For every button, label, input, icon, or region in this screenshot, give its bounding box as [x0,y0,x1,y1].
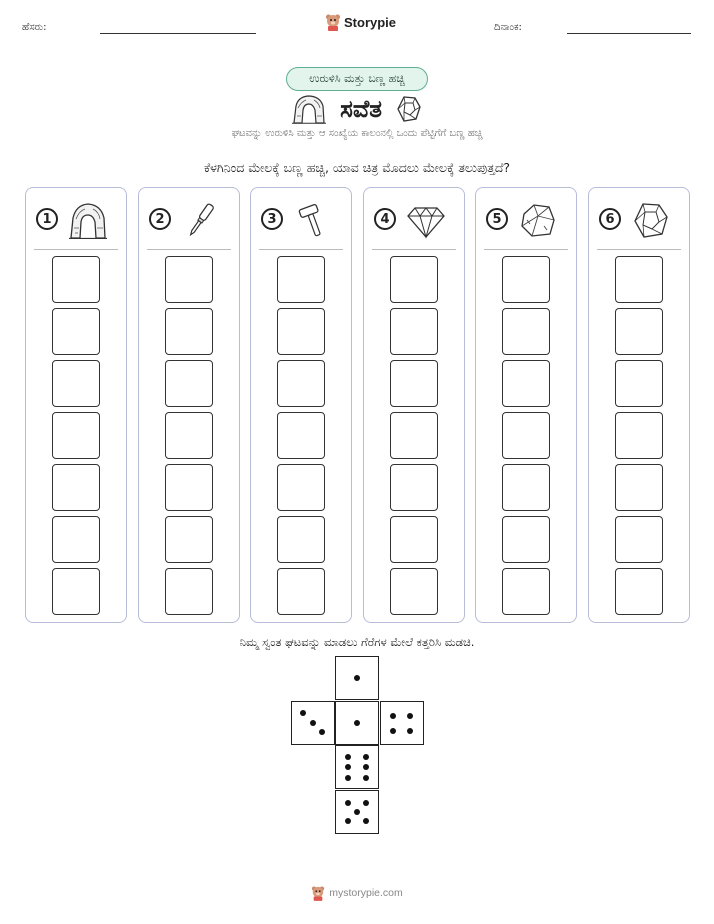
die-face [291,701,335,745]
color-box[interactable] [277,516,325,563]
subtitle: ಘಟವನ್ನು ಉರುಳಿಸಿ ಮತ್ತು ಆ ಸಂಖ್ಯೆಯ ಕಾಲಂನಲ್ಲಿ ಒಂದು ಪೆಟ್ಟಿಗೆಗೆ ಬಣ್ಣ ಹಚ್ಚಿ [231,128,483,139]
column-header [476,188,576,250]
column-header [251,188,351,250]
color-box[interactable] [52,308,100,355]
bear-mascot-icon [311,885,325,901]
color-box[interactable] [615,308,663,355]
footer [0,885,714,901]
column-number: 4 [374,208,396,230]
die-face [335,745,379,789]
color-box[interactable] [52,360,100,407]
hammer-icon [293,200,333,240]
color-box[interactable] [502,516,550,563]
date-line[interactable] [567,33,691,34]
die-face [335,701,379,745]
color-box[interactable] [390,360,438,407]
color-box[interactable] [165,568,213,615]
color-box[interactable] [390,568,438,615]
column-4 [363,187,465,623]
column-divider [372,249,456,250]
name-label: ಹೆಸರು: [22,22,47,33]
pip [390,728,396,734]
color-box[interactable] [277,308,325,355]
pip [363,754,369,760]
crystal-icon [396,95,422,123]
brand-name: Storypie [344,14,397,30]
rock-icon [518,200,558,240]
footer-url[interactable]: mystorypie.com [329,887,403,899]
pip [300,710,306,716]
color-box[interactable] [277,464,325,511]
pip [345,754,351,760]
color-box[interactable] [615,516,663,563]
color-box[interactable] [390,256,438,303]
die-face [335,656,379,700]
pip [345,764,351,770]
pip [354,675,360,681]
color-box[interactable] [502,360,550,407]
color-box[interactable] [165,360,213,407]
crystal-icon [631,200,671,240]
color-box[interactable] [502,412,550,459]
pip [354,720,360,726]
pip [363,800,369,806]
pip [345,800,351,806]
color-box[interactable] [502,308,550,355]
pip [354,809,360,815]
pip [363,818,369,824]
category-pill: ಉರುಳಿಸಿ ಮತ್ತು ಬಣ್ಣ ಹಚ್ಚಿ [286,67,428,91]
color-box[interactable] [502,256,550,303]
column-1 [25,187,127,623]
die-face [380,701,424,745]
pip [407,728,413,734]
color-box[interactable] [502,464,550,511]
color-box[interactable] [52,516,100,563]
column-number: 1 [36,208,58,230]
color-box[interactable] [615,568,663,615]
color-box[interactable] [277,256,325,303]
color-box[interactable] [390,516,438,563]
column-divider [147,249,231,250]
color-box[interactable] [165,516,213,563]
chisel-icon [181,200,221,240]
brand-logo [325,13,396,31]
pip [319,729,325,735]
bear-mascot-icon [325,13,341,31]
color-box[interactable] [52,256,100,303]
color-box[interactable] [52,464,100,511]
column-divider [34,249,118,250]
question: ಕೆಳಗಿನಿಂದ ಮೇಲಕ್ಕೆ ಬಣ್ಣ ಹಚ್ಚಿ, ಯಾವ ಚಿತ್ರ ಮೊದಲು ಮೇಲಕ್ಕೆ ತಲುಪುತ್ತದೆ? [203,160,511,175]
die-instruction: ನಿಮ್ಮ ಸ್ವಂತ ಘಟವನ್ನು ಮಾಡಲು ಗೆರೆಗಳ ಮೇಲೆ ಕತ್ತರಿಸಿ ಮಡಚಿ. [239,635,475,649]
color-box[interactable] [165,308,213,355]
column-number: 5 [486,208,508,230]
color-box[interactable] [52,412,100,459]
date-label: ದಿನಾಂಕ: [494,22,522,33]
die-face [335,790,379,834]
color-box[interactable] [390,308,438,355]
color-box[interactable] [165,412,213,459]
column-divider [484,249,568,250]
column-3 [250,187,352,623]
page-title: ಸವೆತ [340,95,382,123]
color-box[interactable] [390,412,438,459]
diamond-icon [406,200,446,240]
arch-rock-icon [68,200,108,240]
column-header [139,188,239,250]
pip [363,775,369,781]
color-box[interactable] [615,360,663,407]
pip [345,775,351,781]
color-box[interactable] [52,568,100,615]
color-box[interactable] [502,568,550,615]
color-box[interactable] [165,464,213,511]
color-box[interactable] [277,568,325,615]
pip [345,818,351,824]
pip [407,713,413,719]
column-header [589,188,689,250]
column-2 [138,187,240,623]
column-6 [588,187,690,623]
column-divider [597,249,681,250]
color-box[interactable] [165,256,213,303]
column-number: 2 [149,208,171,230]
arch-rock-icon [292,94,326,124]
column-number: 3 [261,208,283,230]
pip [363,764,369,770]
color-box[interactable] [615,464,663,511]
column-number: 6 [599,208,621,230]
column-header [364,188,464,250]
name-line[interactable] [100,33,256,34]
pip [310,720,316,726]
color-box[interactable] [615,412,663,459]
color-box[interactable] [615,256,663,303]
pip [390,713,396,719]
color-box[interactable] [277,412,325,459]
column-divider [259,249,343,250]
color-box[interactable] [390,464,438,511]
title-row [0,92,714,126]
column-5 [475,187,577,623]
column-header [26,188,126,250]
color-box[interactable] [277,360,325,407]
